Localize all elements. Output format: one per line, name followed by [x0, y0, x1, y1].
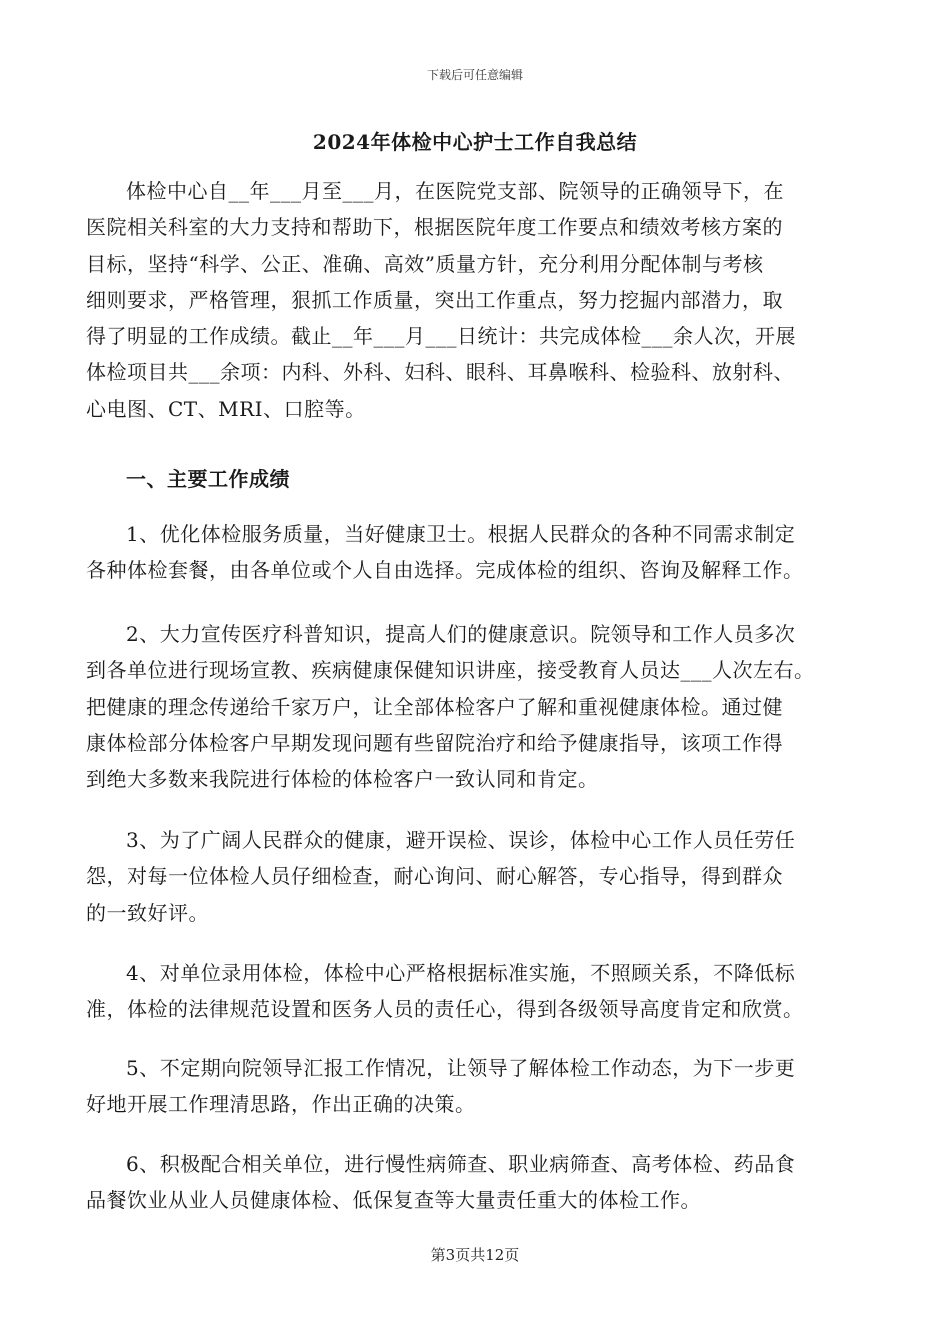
text-line: 康体检部分体检客户早期发现问题有些留院治疗和给予健康指导，该项工作得: [86, 730, 783, 755]
text-line: 到各单位进行现场宣教、疾病健康保健知识讲座，接受教育人员达___人次左右。: [86, 658, 815, 683]
text-line: 好地开展工作理清思路，作出正确的决策。: [86, 1092, 476, 1117]
text-line: 1、优化体检服务质量，当好健康卫士。根据人民群众的各种不同需求制定: [126, 522, 796, 546]
intro-paragraph: [86, 173, 870, 427]
text-line: 6、积极配合相关单位，进行慢性病筛查、职业病筛查、高考体检、药品食: [126, 1152, 796, 1176]
text-line: 到绝大多数来我院进行体检的体检客户一致认同和肯定。: [86, 767, 599, 792]
text-line: 品餐饮业从业人员健康体检、低保复查等大量责任重大的体检工作。: [86, 1188, 701, 1213]
item-paragraph-2: [86, 616, 870, 797]
item-paragraph-4: [86, 955, 870, 1028]
text-line: 5、不定期向院领导汇报工作情况，让领导了解体检工作动态，为下一步更: [126, 1056, 796, 1080]
text-line: 3、为了广阔人民群众的健康，避开误检、误诊，体检中心工作人员任劳任: [126, 828, 796, 852]
item-paragraph-5: [86, 1050, 870, 1123]
page-number: 第3页共12页: [430, 1246, 520, 1264]
text-line: 各种体检套餐，由各单位或个人自由选择。完成体检的组织、咨询及解释工作。: [86, 558, 804, 583]
text-line: 把健康的理念传递给千家万户，让全部体检客户了解和重视健康体检。通过健: [86, 694, 783, 719]
text-line: 体检项目共___余项：内科、外科、妇科、眼科、耳鼻喉科、检验科、放射科、: [86, 360, 794, 385]
text-line: 2、大力宣传医疗科普知识，提高人们的健康意识。院领导和工作人员多次: [126, 622, 796, 646]
document-title: 2024年体检中心护士工作自我总结: [312, 130, 638, 154]
text-line: 医院相关科室的大力支持和帮助下，根据医院年度工作要点和绩效考核方案的: [86, 215, 783, 240]
item-paragraph-1: [86, 516, 870, 589]
text-line: 的一致好评。: [86, 900, 209, 925]
text-line: 准，体检的法律规范设置和医务人员的责任心，得到各级领导高度肯定和欣赏。: [86, 997, 804, 1022]
text-line: 细则要求，严格管理，狠抓工作质量，突出工作重点，努力挖掘内部潜力，取: [86, 287, 783, 312]
text-line: 心电图、CT、MRI、口腔等。: [86, 396, 366, 421]
section-heading: 一、主要工作成绩: [126, 467, 290, 491]
item-paragraph-6: [86, 1146, 870, 1219]
text-line: 怨，对每一位体检人员仔细检查，耐心询问、耐心解答，专心指导，得到群众: [86, 864, 783, 889]
item-paragraph-3: [86, 822, 870, 931]
text-line: 得了明显的工作成绩。截止__年___月___日统计：共完成体检___余人次，开展: [86, 324, 796, 349]
text-line: 体检中心自__年___月至___月，在医院党支部、院领导的正确领导下，在: [126, 179, 784, 203]
text-line: 目标，坚持“科学、公正、准确、高效”质量方针，充分利用分配体制与考核: [86, 251, 764, 276]
text-line: 4、对单位录用体检，体检中心严格根据标准实施，不照顾关系，不降低标: [126, 961, 796, 985]
page-header: 下载后可任意编辑: [426, 68, 523, 82]
